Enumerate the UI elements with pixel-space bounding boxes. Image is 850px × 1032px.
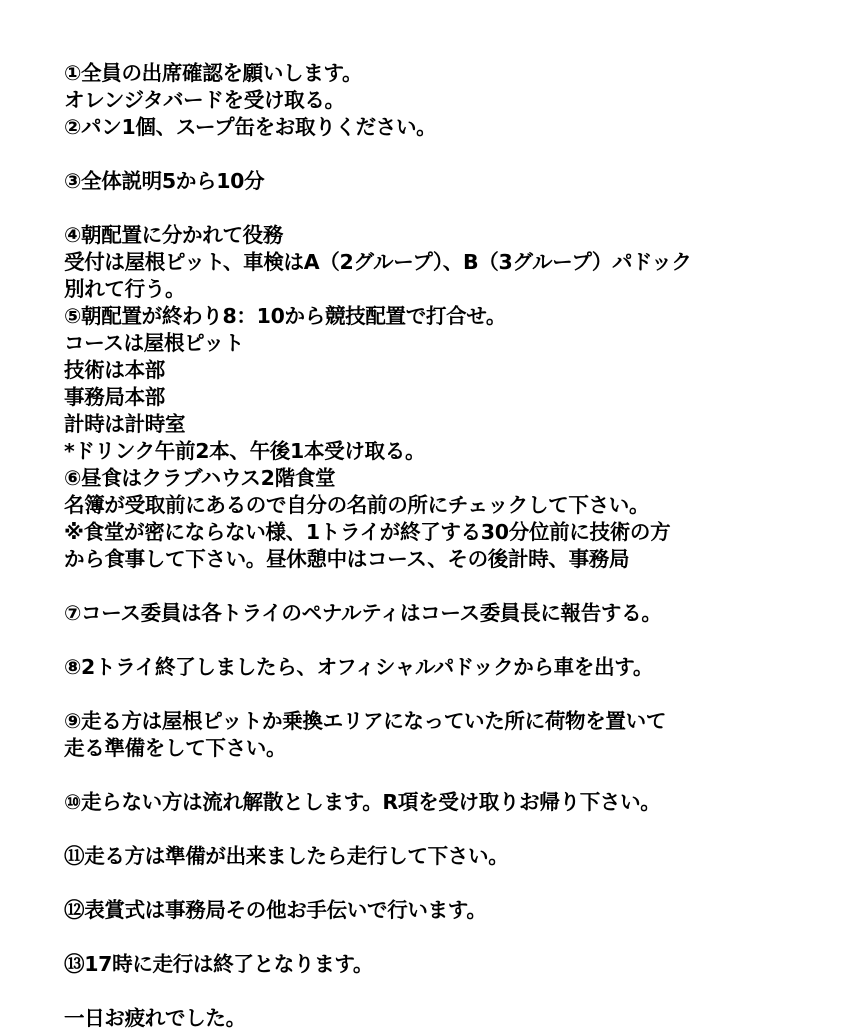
line-after-two-tries: ⑧2トライ終了しましたら、オフィシャルパドックから車を出す。 [64,655,654,679]
line-lunch: ⑥昼食はクラブハウス2階食堂 [64,466,336,490]
line-cafeteria-note: ※食堂が密にならない様、1トライが終了する30分位前に技術の方 [64,520,671,544]
line-runners-start: ⑪走る方は準備が出来ましたら走行して下さい。 [64,844,509,868]
line-timing: 計時は計時室 [64,412,186,436]
line-bread-soup: ②パン1個、スープ缶をお取りください。 [64,115,437,139]
line-course-committee: ⑦コース委員は各トライのペナルティはコース委員長に報告する。 [64,601,662,625]
line-separately: 別れて行う。 [64,277,186,301]
line-awards: ⑫表賞式は事務局その他お手伝いで行います。 [64,898,487,922]
line-secretariat: 事務局本部 [64,385,165,409]
blank-line [64,573,774,600]
blank-line [64,681,774,708]
blank-line [64,627,774,654]
blank-line [64,978,774,1005]
blank-line [64,195,774,222]
blank-line [64,924,774,951]
line-closing: 一日お疲れでした。 [64,1006,246,1030]
line-meeting-time: ⑤朝配置が終わり8：10から競技配置で打合せ。 [64,304,507,328]
line-technical: 技術は本部 [64,358,165,382]
line-orange-tabard: オレンジタバードを受け取る。 [64,88,345,112]
line-roster-check: 名簿が受取前にあるので自分の名前の所にチェックして下さい。 [64,493,650,517]
line-drinks: *ドリンク午前2本、午後1本受け取る。 [64,439,426,463]
line-attendance: ①全員の出席確認を願いします。 [64,61,363,85]
line-non-runners: ⑩走らない方は流れ解散とします。R項を受け取りお帰り下さい。 [64,790,661,814]
blank-line [64,141,774,168]
line-overall-briefing: ③全体説明5から10分 [64,169,265,193]
line-runners-luggage: ⑨走る方は屋根ピットか乗換エリアになっていた所に荷物を置いて [64,709,667,733]
blank-line [64,816,774,843]
blank-line [64,762,774,789]
line-reception-inspection: 受付は屋根ピット、車検はA（2グループ）、B（3グループ）パドック [64,250,692,274]
line-course: コースは屋根ピット [64,331,244,355]
document-body [64,60,774,1032]
blank-line [64,870,774,897]
line-end-time: ⑬17時に走行は終了となります。 [64,952,374,976]
line-lunch-order: から食事して下さい。昼休憩中はコース、その後計時、事務局 [64,547,630,571]
line-morning-assignment: ④朝配置に分かれて役務 [64,223,284,247]
line-runners-prepare: 走る準備をして下さい。 [64,736,287,760]
